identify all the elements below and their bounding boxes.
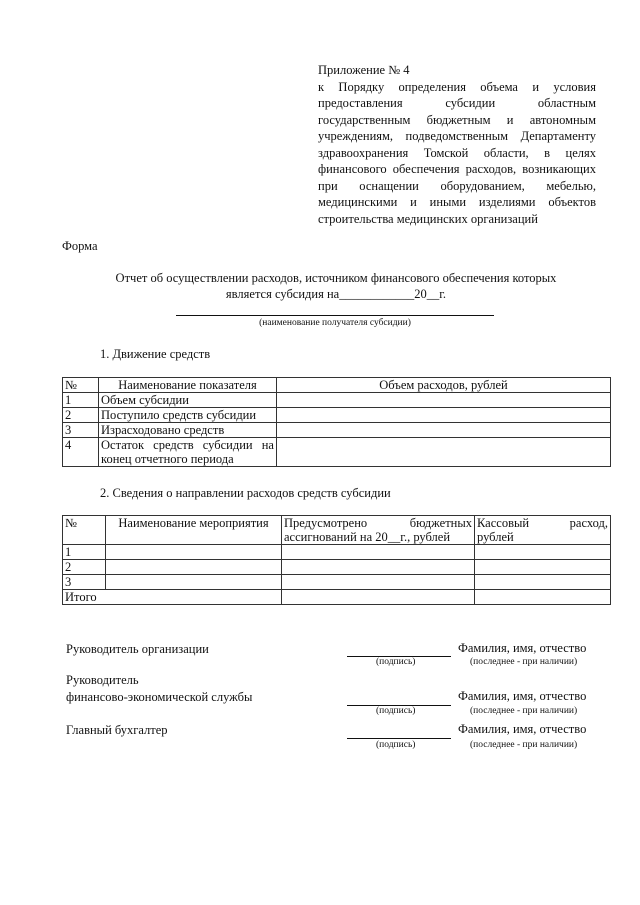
- section2-heading: 2. Сведения о направлении расходов средств субсидии: [100, 486, 391, 500]
- column-header: Объем расходов, рублей: [277, 378, 611, 393]
- activity-cell[interactable]: [106, 545, 282, 560]
- appendix-text: к Порядку определения объема и условия предоставления субсидии областным государственным бюджетным и автономным учреждениям, подведомственным Департаменту здравоохранения Томской области, в целях финансового обеспечения расходов, возникающих при оснащении оборудованием, мебелью, медицинскими и иными изделиями объектов строительства медицинских организаций: [318, 79, 596, 226]
- row-number: 2: [63, 408, 99, 423]
- report-title-line-2: является субсидия на____________20__г.: [225, 287, 447, 301]
- finance-name-label: Фамилия, имя, отчество: [458, 689, 587, 703]
- column-header: №: [63, 378, 99, 393]
- section1-heading: 1. Движение средств: [100, 347, 211, 361]
- head-of-organization-label: Руководитель организации: [66, 642, 209, 656]
- indicator-name: Остаток средств субсидии на конец отчетного периода: [99, 438, 277, 467]
- allocation-total-cell[interactable]: [282, 590, 475, 605]
- report-title: [62, 270, 610, 302]
- amount-cell[interactable]: [277, 393, 611, 408]
- row-number: 2: [63, 560, 106, 575]
- head-name-label: Фамилия, имя, отчество: [458, 641, 587, 655]
- activity-cell[interactable]: [106, 575, 282, 590]
- table-row: [63, 575, 611, 590]
- expense-directions-table: [62, 515, 611, 605]
- column-header: Предусмотрено бюджетных ассигнований на 20__г., рублей: [282, 516, 475, 545]
- form-label: Форма: [62, 239, 98, 253]
- table-row: [63, 408, 611, 423]
- accountant-name-label: Фамилия, имя, отчество: [458, 722, 587, 736]
- cash-expense-cell[interactable]: [475, 575, 611, 590]
- table-row: [63, 423, 611, 438]
- report-title-line-1: Отчет об осуществлении расходов, источником финансового обеспечения которых: [115, 271, 557, 285]
- indicator-name: Израсходовано средств: [99, 423, 277, 438]
- head-name-caption: (последнее - при наличии): [470, 657, 578, 667]
- table-row: [63, 560, 611, 575]
- indicator-name: Объем субсидии: [99, 393, 277, 408]
- table-row: [63, 438, 611, 467]
- appendix-title: Приложение № 4: [318, 63, 410, 77]
- cash-expense-total-cell[interactable]: [475, 590, 611, 605]
- allocation-cell[interactable]: [282, 545, 475, 560]
- activity-cell[interactable]: [106, 560, 282, 575]
- recipient-caption: (наименование получателя субсидии): [259, 318, 411, 328]
- accountant-signature-line[interactable]: [347, 738, 451, 739]
- allocation-cell[interactable]: [282, 575, 475, 590]
- cash-expense-cell[interactable]: [475, 545, 611, 560]
- column-header: №: [63, 516, 106, 545]
- finance-sign-caption: (подпись): [376, 706, 416, 716]
- row-number: 3: [63, 423, 99, 438]
- indicator-name: Поступило средств субсидии: [99, 408, 277, 423]
- accountant-name-caption: (последнее - при наличии): [470, 740, 578, 750]
- amount-cell[interactable]: [277, 423, 611, 438]
- accountant-sign-caption: (подпись): [376, 740, 416, 750]
- row-number: 1: [63, 545, 106, 560]
- finance-head-label-line-1: Руководитель: [66, 673, 139, 687]
- funds-movement-table: [62, 377, 611, 467]
- total-row: [63, 590, 611, 605]
- column-header: Наименование показателя: [99, 378, 277, 393]
- amount-cell[interactable]: [277, 438, 611, 467]
- finance-head-label-line-2: финансово-экономической службы: [66, 690, 253, 704]
- amount-cell[interactable]: [277, 408, 611, 423]
- table-row: [63, 393, 611, 408]
- finance-name-caption: (последнее - при наличии): [470, 706, 578, 716]
- table-row: [63, 545, 611, 560]
- table-header-row: [63, 378, 611, 393]
- column-header: Наименование мероприятия: [106, 516, 282, 545]
- chief-accountant-label: Главный бухгалтер: [66, 723, 168, 737]
- row-number: 4: [63, 438, 99, 467]
- recipient-line: [176, 315, 494, 316]
- column-header: Кассовый расход, рублей: [475, 516, 611, 545]
- table-header-row: [63, 516, 611, 545]
- finance-head-label: [66, 672, 252, 706]
- cash-expense-cell[interactable]: [475, 560, 611, 575]
- total-label: Итого: [63, 590, 282, 605]
- row-number: 3: [63, 575, 106, 590]
- head-sign-caption: (подпись): [376, 657, 416, 667]
- allocation-cell[interactable]: [282, 560, 475, 575]
- row-number: 1: [63, 393, 99, 408]
- appendix-block: [318, 62, 596, 227]
